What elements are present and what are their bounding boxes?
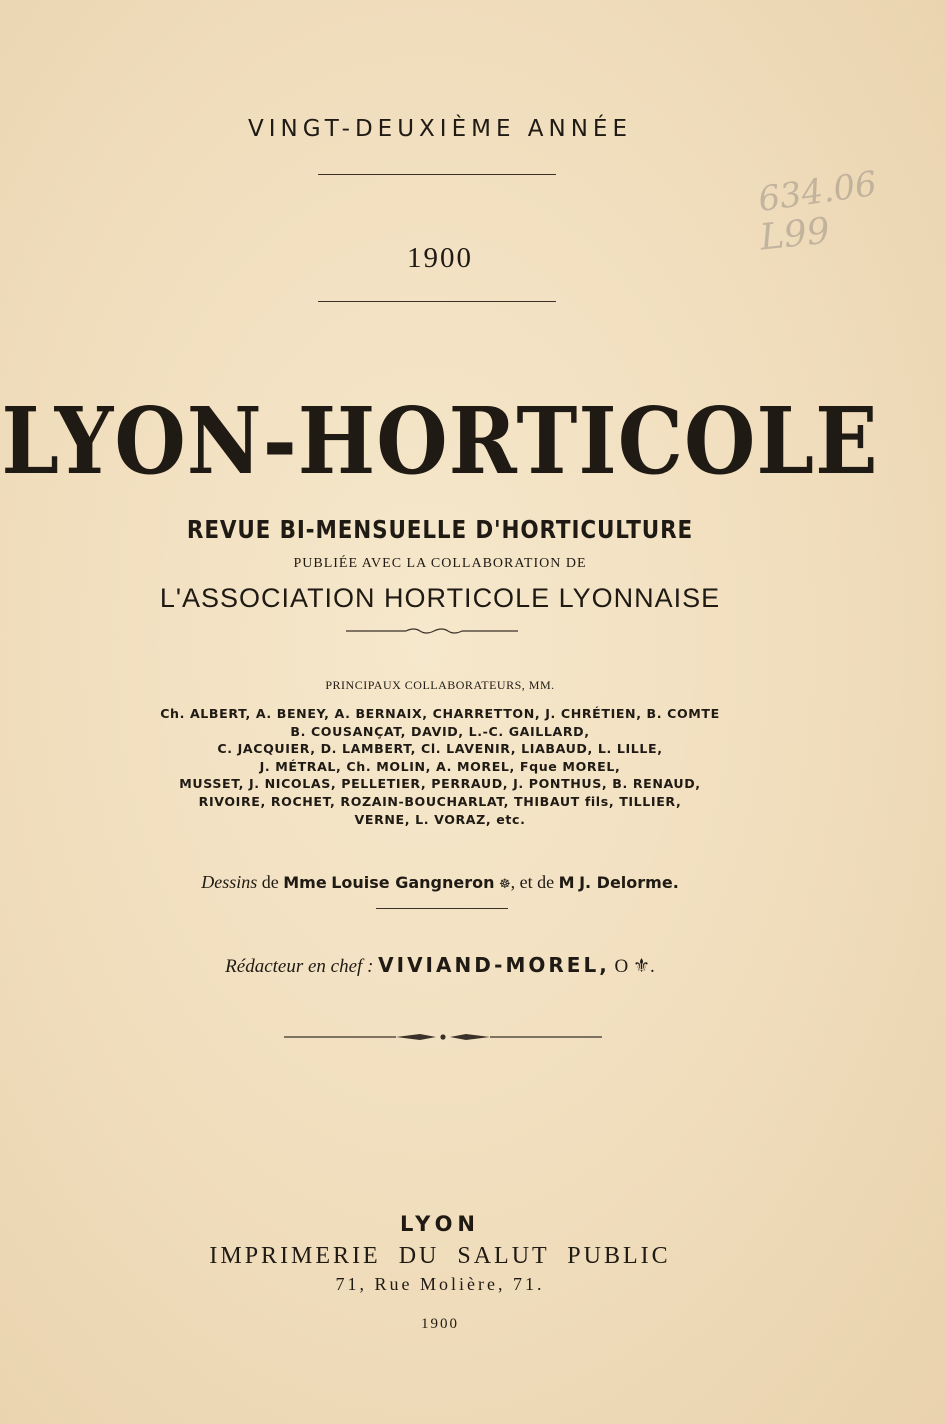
editor-name: VIVIAND-MOREL, <box>378 953 610 977</box>
divider-rule <box>318 301 556 302</box>
divider-rule <box>376 908 508 909</box>
collaborators-line: C. JACQUIER, D. LAMBERT, Cl. LAVENIR, LIABAUD, L. LILLE, <box>217 741 663 757</box>
drawings-credit <box>0 872 880 893</box>
collaborators-line: RIVOIRE, ROCHET, ROZAIN-BOUCHARLAT, THIBAUT fils, TILLIER, <box>198 793 682 809</box>
collaborators-line: J. MÉTRAL, Ch. MOLIN, A. MOREL, Fque MOREL, <box>259 758 621 774</box>
volume-year: 1900 <box>407 242 473 274</box>
pencil-shelf-mark: 634.06 <box>755 163 880 221</box>
order-icon: O ⚜. <box>614 956 655 977</box>
ornament-divider <box>284 1030 602 1044</box>
drawings-artist-2: J. Delorme. <box>579 873 679 892</box>
divider-rule <box>318 174 556 175</box>
drawings-title-2: M <box>558 873 575 892</box>
drawings-artist-1: Louise Gangneron <box>331 873 495 892</box>
collaborators-line: B. COUSANÇAT, DAVID, L.-C. GAILLARD, <box>290 723 590 739</box>
collaborators-list <box>0 705 880 828</box>
pencil-shelf-mark: L99 <box>758 210 832 259</box>
editor-credit <box>0 953 880 978</box>
imprint-year: 1900 <box>421 1316 459 1332</box>
collaborators-line: MUSSET, J. NICOLAS, PELLETIER, PERRAUD, J. PONTHUS, B. RENAUD, <box>179 776 701 792</box>
association-name: L'ASSOCIATION HORTICOLE LYONNAISE <box>159 583 721 613</box>
drawings-de: de <box>261 872 279 892</box>
decoration-icon: ☸ <box>499 876 511 891</box>
drawings-title: Mme <box>283 873 327 892</box>
drawings-and: , et de <box>510 872 555 892</box>
imprint-address: 71, Rue Molière, 71. <box>335 1274 545 1294</box>
imprint-printer: IMPRIMERIE DU SALUT PUBLIC <box>209 1243 671 1269</box>
journal-subtitle: REVUE BI-MENSUELLE D'HORTICULTURE <box>186 515 694 544</box>
collaborators-line: VERNE, L. VORAZ, etc. <box>354 811 526 827</box>
ornament-divider <box>346 624 518 638</box>
collaboration-line: PUBLIÉE AVEC LA COLLABORATION DE <box>293 556 587 571</box>
collaborators-heading: PRINCIPAUX COLLABORATEURS, MM. <box>325 678 555 692</box>
editor-label: Rédacteur en chef : <box>225 956 374 977</box>
drawings-label: Dessins <box>201 872 258 892</box>
collaborators-line: Ch. ALBERT, A. BENEY, A. BERNAIX, CHARRETTON, J. CHRÉTIEN, B. COMTE <box>160 706 720 721</box>
imprint-city: LYON <box>400 1212 480 1236</box>
journal-title: LYON-HORTICOLE <box>1 388 879 496</box>
edition-line: VINGT-DEUXIÈME ANNÉE <box>247 116 632 142</box>
